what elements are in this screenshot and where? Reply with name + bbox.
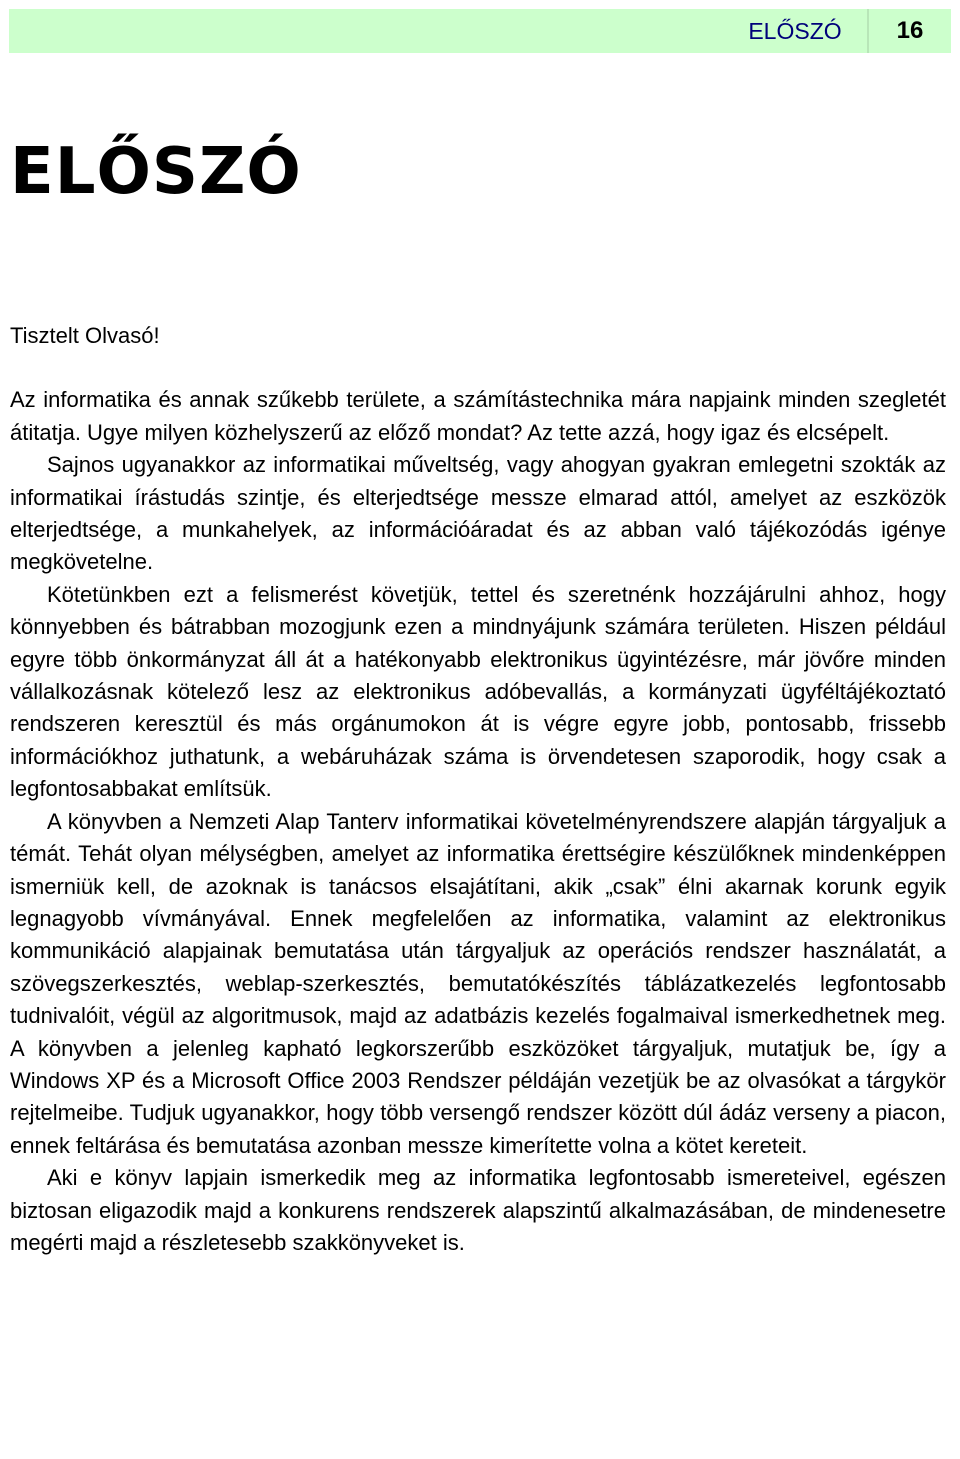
header-spacer — [9, 9, 729, 53]
paragraph: A könyvben a Nemzeti Alap Tanterv informatikai követelményrendszere alapján tárgyaljuk a témát. Tehát olyan mélységben, amelyet az informatika érettségire készülőknek mindenképpen ismerniük kell, de azoknak is tanácsos elsajátítani, akik „csak” élni akarnak korunk egyik legnagyobb vívmányával. Ennek megfelelően az informatika, valamint az elektronikus kommunikáció alapjainak bemutatása után tárgyaljuk az operációs rendszer használatát, a szövegszerkesztés, weblap-szerkesztés, bemutatókészítés táblázatkezelés legfontosabb tudnivalóit, végül az algoritmusok, majd az adatbázis kezelés fogalmaival ismerkedhetnek meg. A könyvben a jelenleg kapható legkorszerűbb eszközöket tárgyaljuk, mutatjuk be, így a Windows XP és a Microsoft Office 2003 Rendszer példáján vezetjük be az olvasókat a tárgykör rejtelmeibe. Tudjuk ugyanakkor, hogy több versengő rendszer között dúl ádáz verseny a piacon, ennek feltárása és bemutatása azonban messze kimerítette volna a kötet kereteit. — [10, 808, 946, 1158]
greeting: Tisztelt Olvasó! — [10, 323, 160, 348]
paragraph: Sajnos ugyanakkor az informatikai műveltség, vagy ahogyan gyakran emlegetni szokták az informatikai írástudás szintje, és elterjedtsége messze elmarad attól, amelyet az eszközök elterjedtsége, a munkahelyek, az információáradat és az abban való tájékozódás igénye megkövetelne. — [10, 452, 946, 575]
page-number: 16 — [896, 17, 924, 44]
paragraph-intro: Az informatika és annak szűkebb területe, a számítástechnika mára napjaink minden szegletét átitatja. Ugye milyen közhelyszerű az előző mondat? Az tette azzá, hogy igaz és elcsépelt. — [10, 387, 946, 445]
paragraph: Kötetünkben ezt a felismerést követjük, tettel és szeretnénk hozzájárulni ahhoz, hogy könnyebben és bátrabban mozogjunk ezen a mindnyájunk számára területen. Hiszen például egyre több önkormányzat áll át a hatékonyabb elektronikus ügyintézésre, már jövőre minden vállalkozásnak kötelező lesz az elektronikus adóbevallás, a kormányzati ügyféltájékoztató rendszeren keresztül és más orgánumokon át is végre egyre jobb, pontosabb, frissebb információkhoz juthatunk, a webáruházak száma is örvendetesen szaporodik, hogy csak a legfontosabbakat említsük. — [10, 581, 946, 802]
running-header — [9, 9, 951, 53]
header-section-title: ELŐSZÓ — [748, 17, 842, 44]
body-text — [10, 320, 946, 1259]
chapter-title: ELŐSZÓ — [10, 135, 302, 209]
paragraph: Aki e könyv lapjain ismerkedik meg az informatika legfontosabb ismereteivel, egészen biztosan eligazodik majd a konkurens rendszerek alapszintű alkalmazásában, de mindenesetre megérti majd a részletesebb szakkönyveket is. — [10, 1165, 946, 1255]
